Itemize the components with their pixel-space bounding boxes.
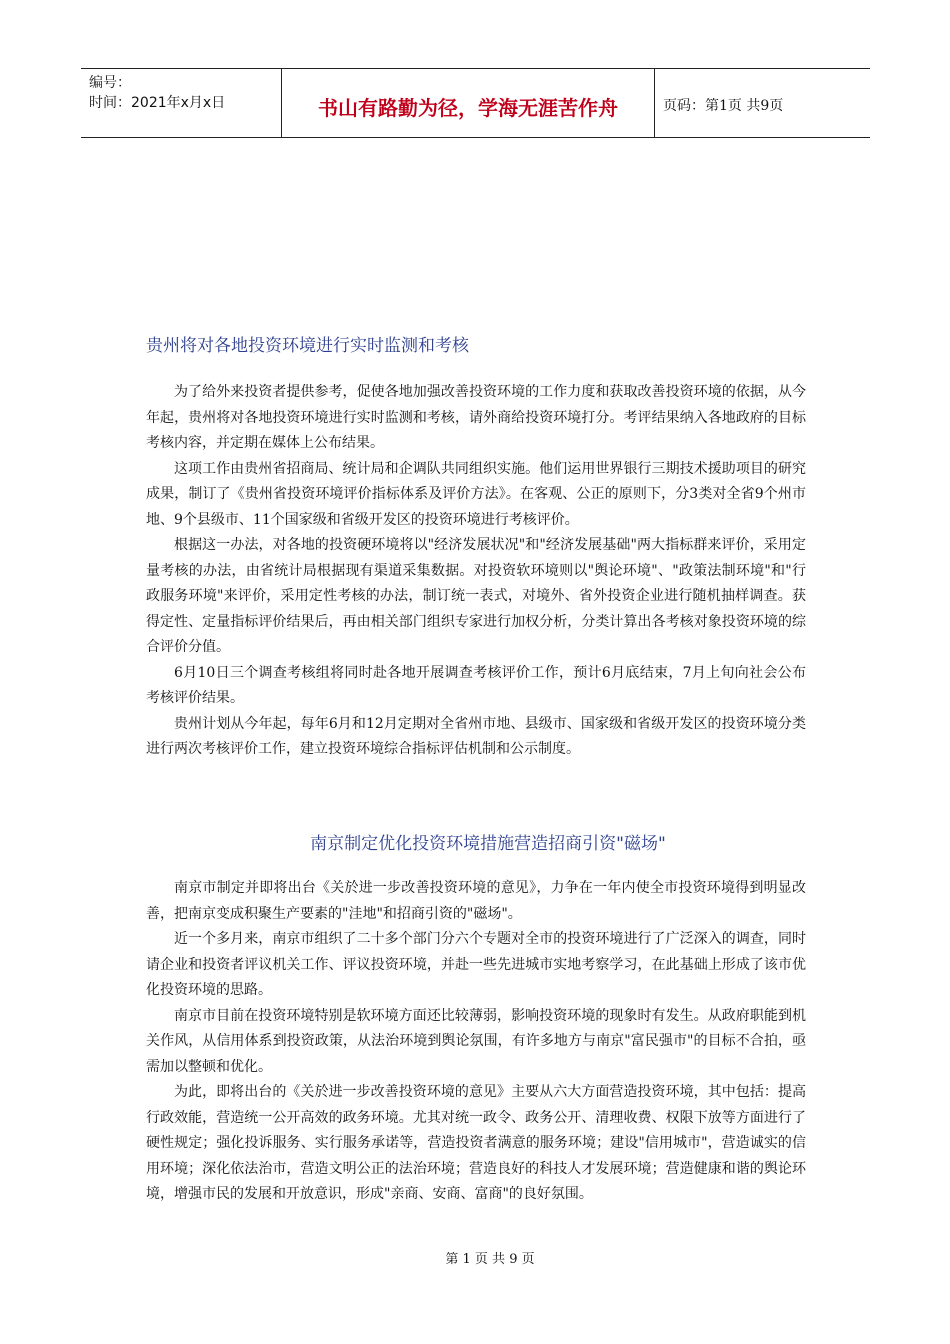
article2-paragraph: 南京市目前在投资环境特别是软环境方面还比较薄弱，影响投资环境的现象时有发生。从政府职能到机关作风，从信用体系到投资政策，从法治环境到舆论氛围，有许多地方与南京"富民强市"的目标不合拍，亟需加以整顿和优化。	[146, 1007, 806, 1075]
header-meta	[81, 69, 282, 137]
article1-title: 贵州将对各地投资环境进行实时监测和考核	[146, 336, 469, 356]
article1-paragraph: 6月10日三个调查考核组将同时赴各地开展调查考核评价工作，预计6月底结束，7月上旬向社会公布考核评价结果。	[146, 664, 806, 706]
article1-paragraph: 这项工作由贵州省招商局、统计局和企调队共同组织实施。他们运用世界银行三期技术援助项目的研究成果，制订了《贵州省投资环境评价指标体系及评价方法》。在客观、公正的原则下，分3类对全省9个州市地、9个县级市、11个国家级和省级开发区的投资环境进行考核评价。	[146, 460, 806, 528]
article2-body	[146, 876, 806, 1208]
header-motto: 书山有路勤为径，学海无涯苦作舟	[282, 69, 655, 137]
number-label: 编号：	[89, 75, 131, 91]
document-header	[81, 68, 870, 138]
article1-paragraph: 根据这一办法，对各地的投资硬环境将以"经济发展状况"和"经济发展基础"两大指标群来评价，采用定量考核的办法，由省统计局根据现有渠道采集数据。对投资软环境则以"舆论环境"、"政策法制环境"和"行政服务环境"来评价，采用定性考核的办法，制订统一表式，对境外、省外投资企业进行随机抽样调查。获得定性、定量指标评价结果后，再由相关部门组织专家进行加权分析，分类计算出各考核对象投资环境的综合评价分值。	[146, 537, 806, 655]
article2-title: 南京制定优化投资环境措施营造招商引资"磁场"	[310, 834, 666, 854]
article2-paragraph: 南京市制定并即将出台《关於进一步改善投资环境的意见》，力争在一年内使全市投资环境得到明显改善，把南京变成积聚生产要素的"洼地"和招商引资的"磁场"。	[146, 880, 806, 922]
article2-paragraph: 为此，即将出台的《关於进一步改善投资环境的意见》主要从六大方面营造投资环境，其中包括：提高行政效能，营造统一公开高效的政务环境。尤其对统一政令、政务公开、清理收费、权限下放等方面进行了硬性规定；强化投诉服务、实行服务承诺等，营造投资者满意的服务环境；建设"信用城市"，营造诚实的信用环境；深化依法治市，营造文明公正的法治环境；营造良好的科技人才发展环境；营造健康和谐的舆论环境，增强市民的发展和开放意识，形成"亲商、安商、富商"的良好氛围。	[146, 1084, 806, 1202]
header-page-code: 页码：第1页 共9页	[663, 98, 784, 114]
article1-paragraph: 为了给外来投资者提供参考，促使各地加强改善投资环境的工作力度和获取改善投资环境的依据，从今年起，贵州将对各地投资环境进行实时监测和考核，请外商给投资环境打分。考评结果纳入各地政府的目标考核内容，并定期在媒体上公布结果。	[146, 384, 806, 451]
page-footer: 第 1 页 共 9 页	[445, 1252, 535, 1267]
article1-body	[146, 380, 806, 763]
time-label: 时间：2021年x月x日	[89, 95, 226, 111]
article2-paragraph: 近一个多月来，南京市组织了二十多个部门分六个专题对全市的投资环境进行了广泛深入的调查，同时请企业和投资者评议机关工作、评议投资环境，并赴一些先进城市实地考察学习，在此基础上形成了该市优化投资环境的思路。	[146, 931, 806, 998]
article1-paragraph: 贵州计划从今年起，每年6月和12月定期对全省州市地、县级市、国家级和省级开发区的投资环境分类进行两次考核评价工作，建立投资环境综合指标评估机制和公示制度。	[146, 715, 806, 757]
